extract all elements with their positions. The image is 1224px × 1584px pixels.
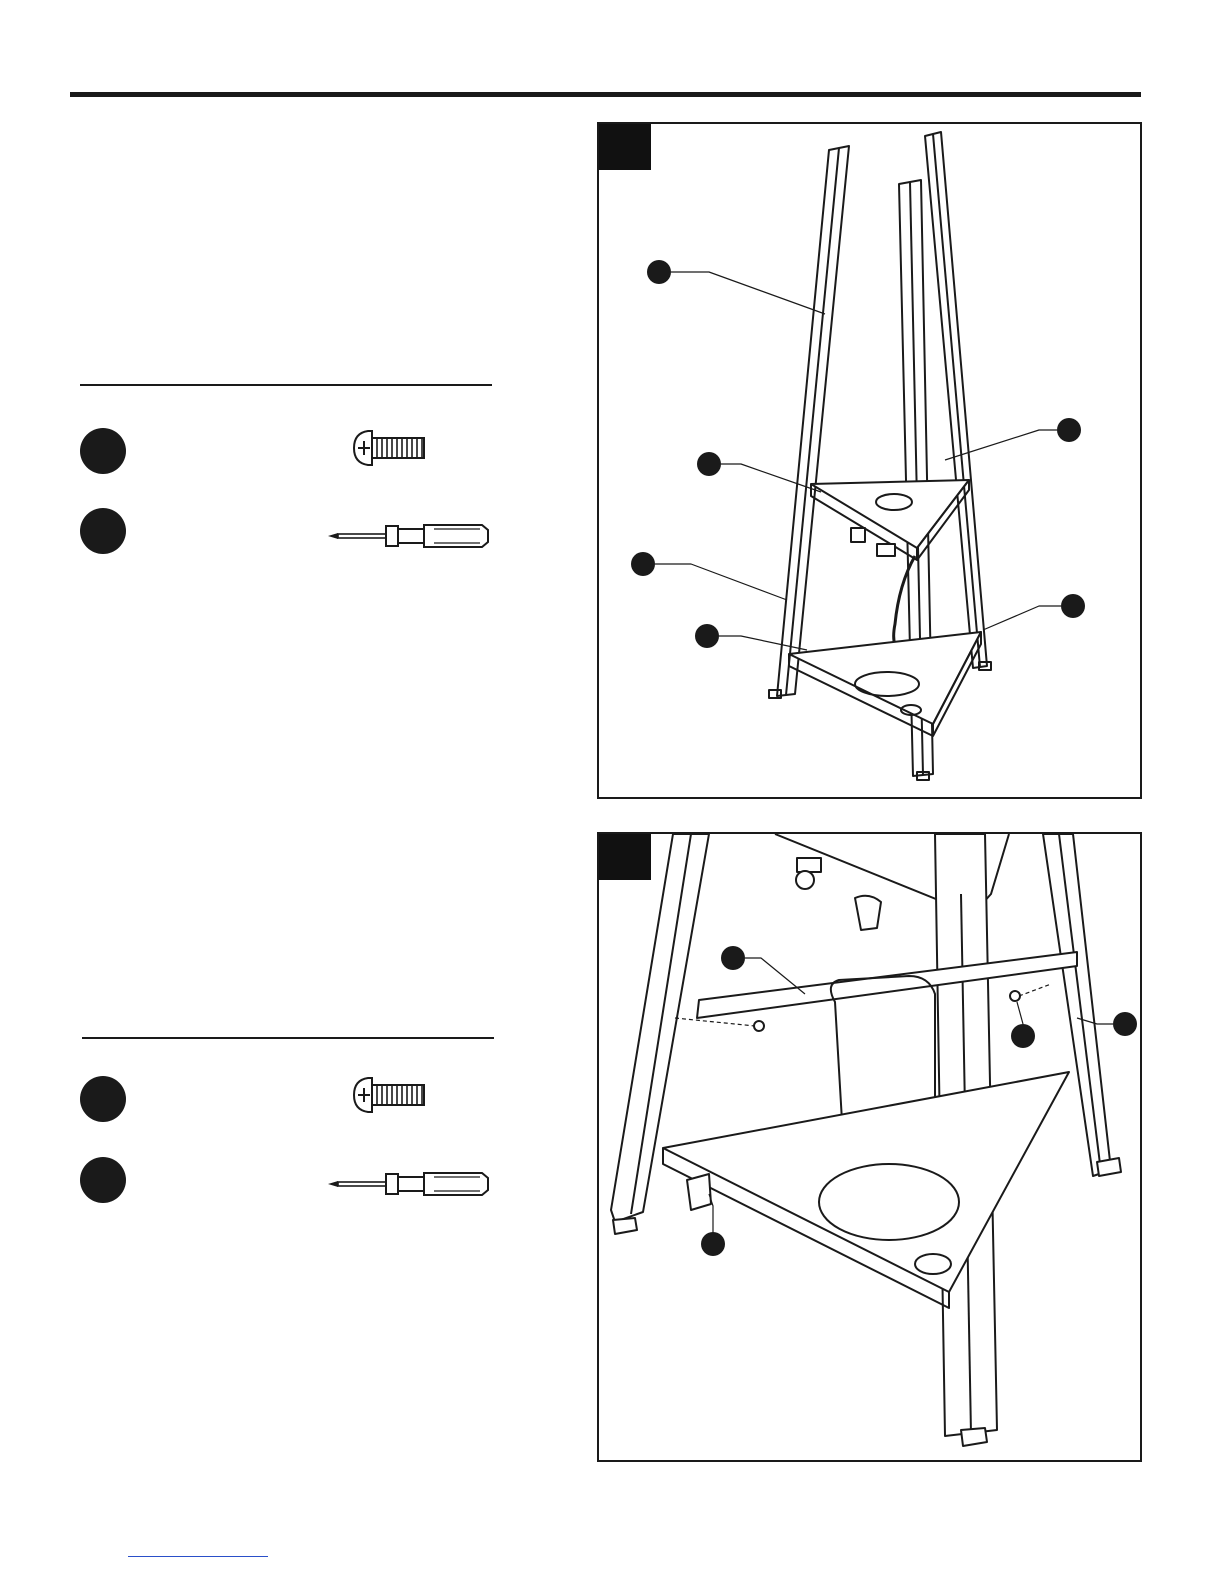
frame-assembly-illustration (599, 124, 1140, 797)
callout-marker (1057, 418, 1081, 442)
screw-icon (350, 1072, 430, 1118)
callout-marker (647, 260, 671, 284)
hardware-section-rule (80, 384, 492, 386)
callout-marker (695, 624, 719, 648)
frame-detail-illustration (599, 834, 1140, 1460)
tool-badge (80, 508, 126, 554)
assembly-figure-2 (597, 832, 1142, 1462)
header-rule (70, 92, 1141, 97)
part-badge (80, 1076, 126, 1122)
footer-link-underline[interactable] (128, 1556, 268, 1557)
callout-marker (1061, 594, 1085, 618)
hardware-section-rule (82, 1037, 494, 1039)
part-badge (80, 428, 126, 474)
assembly-figure-1 (597, 122, 1142, 799)
tool-badge (80, 1157, 126, 1203)
callout-marker (697, 452, 721, 476)
screwdriver-icon (324, 520, 492, 550)
screw-icon (350, 425, 430, 471)
callout-marker (701, 1232, 725, 1256)
callout-marker (1113, 1012, 1137, 1036)
callout-marker (1011, 1024, 1035, 1048)
screwdriver-icon (324, 1168, 492, 1198)
callout-marker (721, 946, 745, 970)
callout-marker (631, 552, 655, 576)
